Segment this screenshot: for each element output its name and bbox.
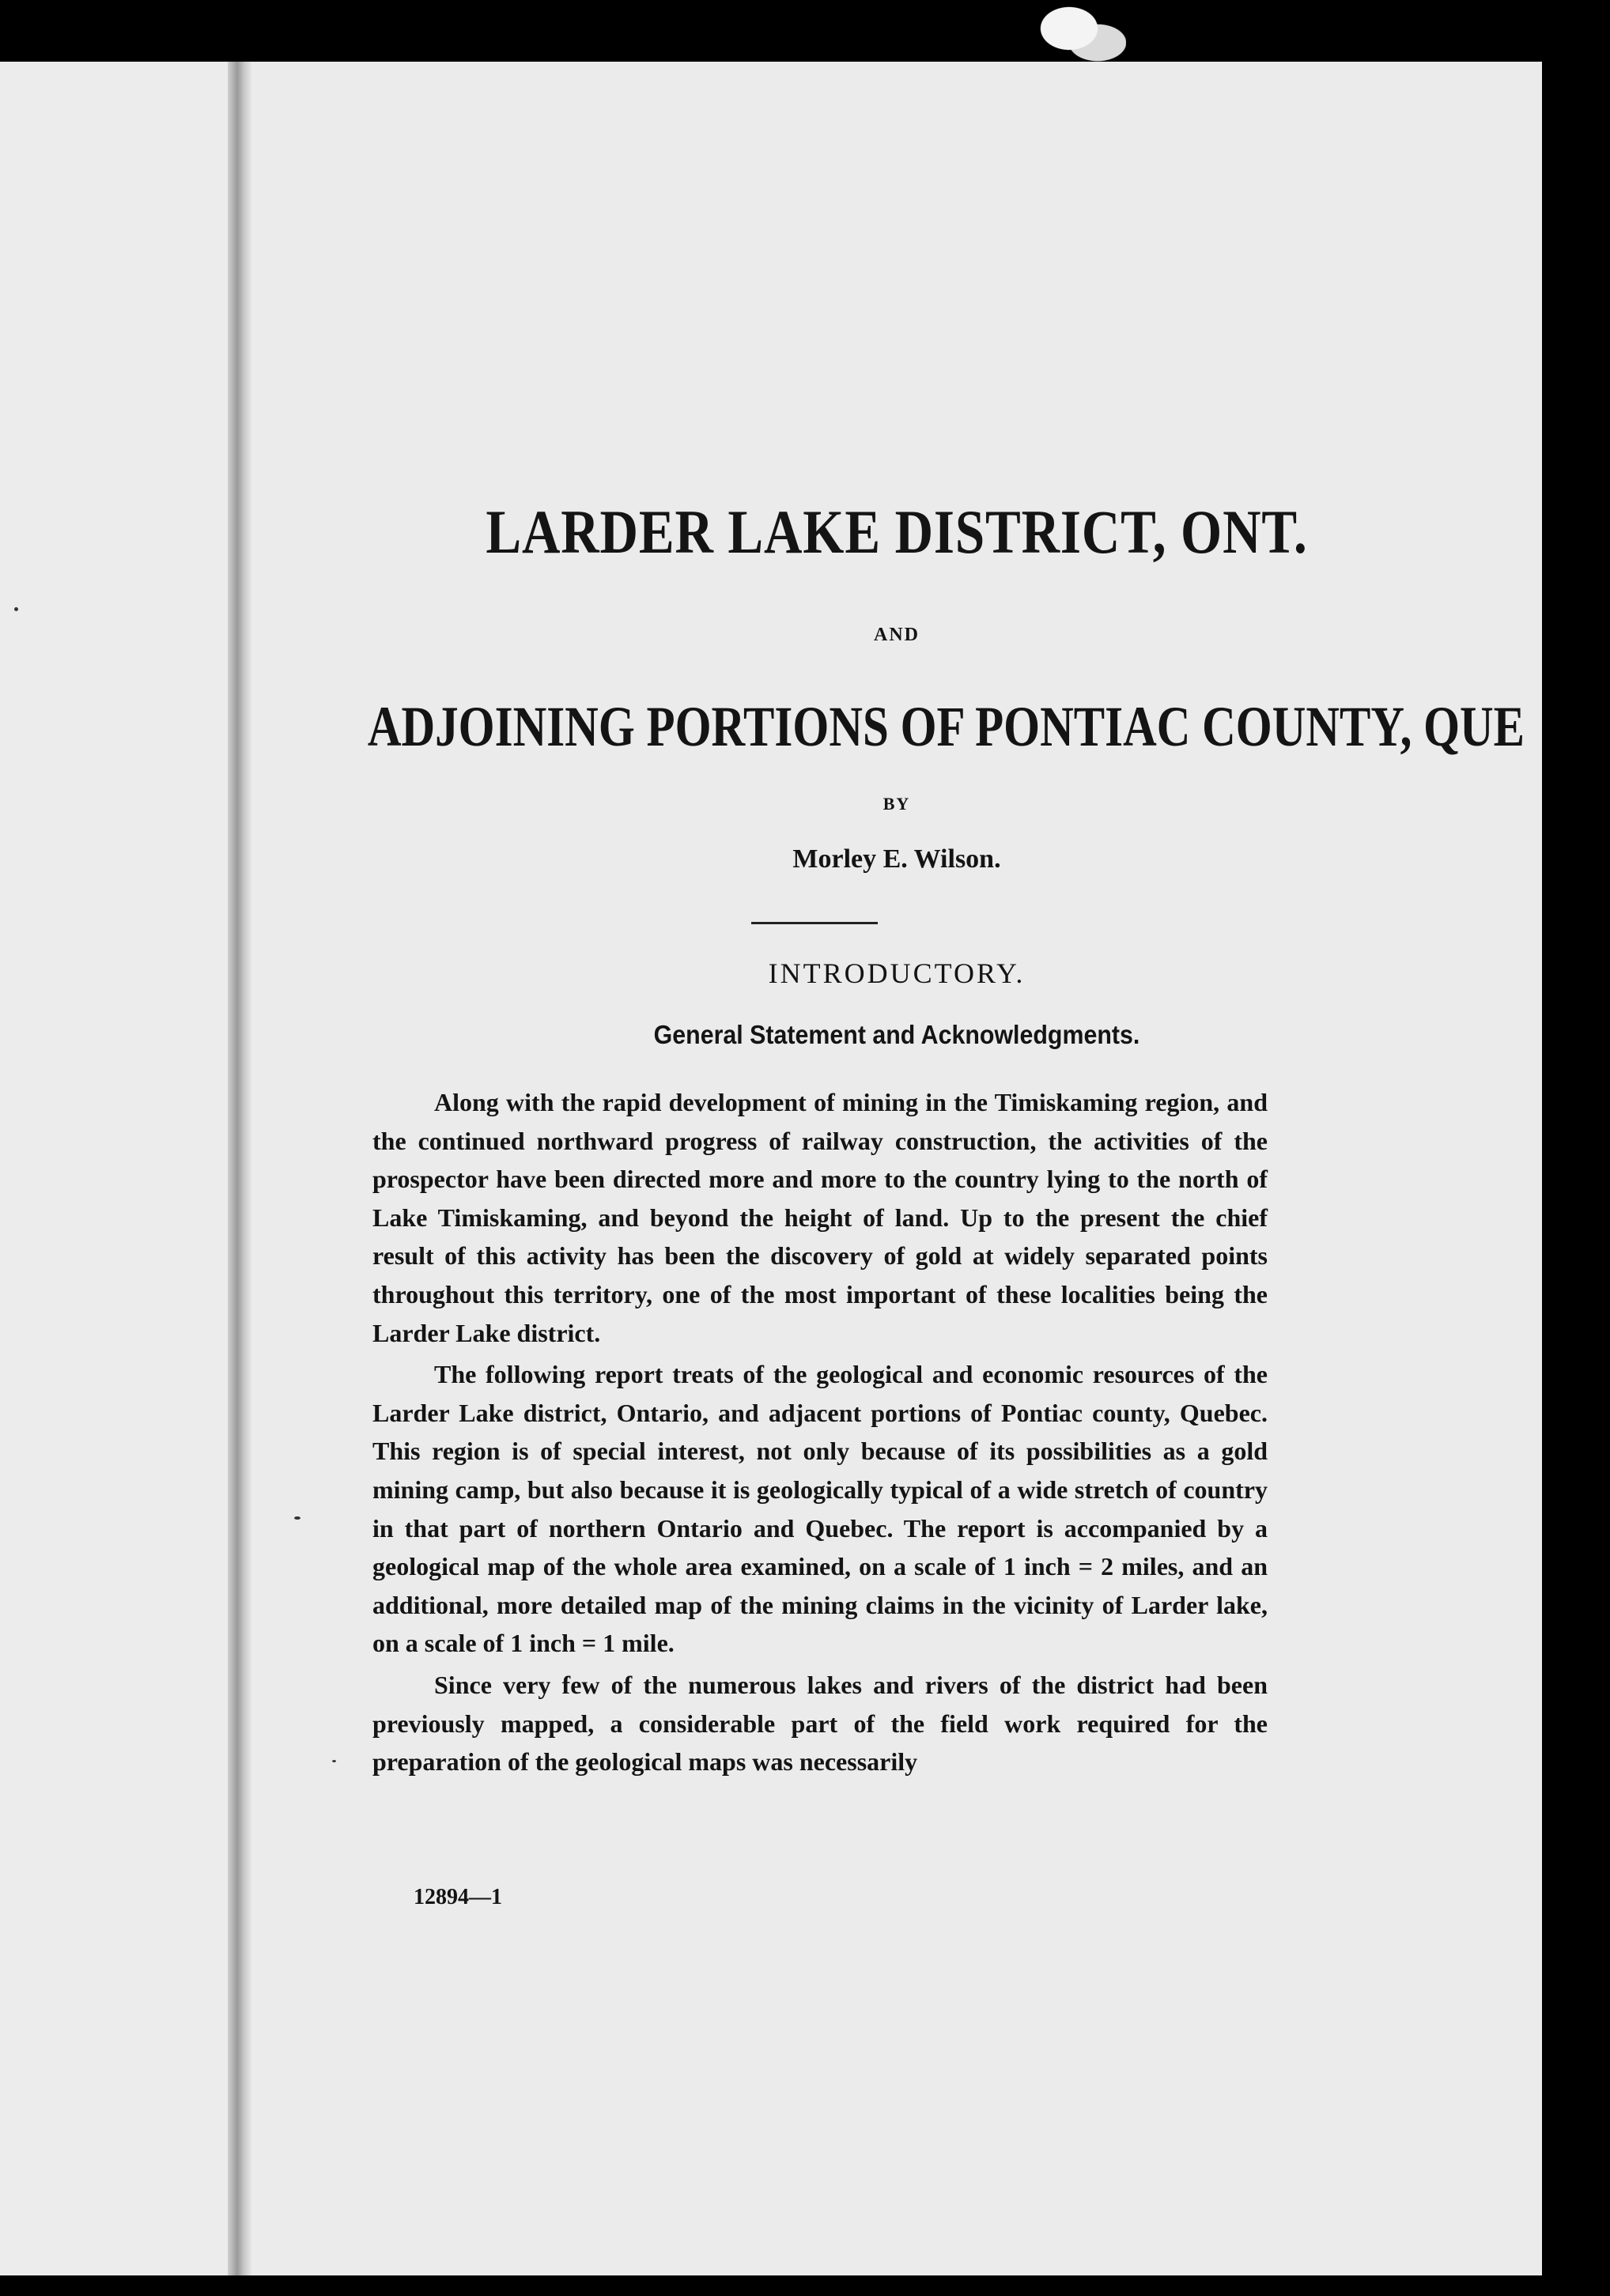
printer-signature-mark: 12894—1 bbox=[414, 1885, 502, 1909]
section-heading: INTRODUCTORY. bbox=[768, 957, 1026, 989]
author-name: Morley E. Wilson. bbox=[792, 844, 1001, 874]
title-conjunction: AND bbox=[874, 625, 920, 645]
ink-speck bbox=[14, 607, 18, 611]
paragraph: The following report treats of the geological and economic resources of the Larder Lake district, Ontario, and adjacent portions of Pontiac county, Quebec. This region is of special interest, not only because of its possibilities as a gold mining camp, but also because it is geologically typical of a wide stretch of country in that part of northern Ontario and Quebec. The report is accompanied by a geological map of the whole area examined, on a scale of 1 inch = 2 miles, and an additional, more detailed map of the mining claims in the vicinity of Larder lake, on a scale of 1 inch = 1 mile. bbox=[372, 1360, 1268, 1658]
document-page bbox=[251, 62, 1542, 2275]
byline-label: BY bbox=[882, 794, 911, 814]
ink-speck bbox=[332, 1760, 336, 1762]
document-title: LARDER LAKE DISTRICT, ONT. bbox=[486, 497, 1308, 566]
subsection-heading: General Statement and Acknowledgments. bbox=[653, 1020, 1140, 1049]
torn-corner bbox=[1031, 0, 1126, 71]
document-subtitle: ADJOINING PORTIONS OF PONTIAC COUNTY, QUE bbox=[367, 695, 1525, 758]
paragraph: Along with the rapid development of mining in the Timiskaming region, and the continued northward progress of railway construction, the activities of the prospector have been directed more and more to the country lying to the north of Lake Timiskaming, and beyond the height of land. Up to the present the chief result of this activity has been the discovery of gold at widely separated points throughout this territory, one of the most important of these localities being the Larder Lake district. bbox=[372, 1088, 1268, 1347]
facing-page-edge bbox=[0, 62, 228, 2275]
paragraph: Since very few of the numerous lakes and rivers of the district had been previously mapped, a considerable part of the field work required for the preparation of the geological maps was necessarily bbox=[372, 1670, 1268, 1777]
page-gutter bbox=[228, 62, 251, 2275]
ink-speck bbox=[294, 1516, 300, 1520]
body-text bbox=[372, 1083, 1268, 1784]
title-rule bbox=[751, 922, 878, 924]
